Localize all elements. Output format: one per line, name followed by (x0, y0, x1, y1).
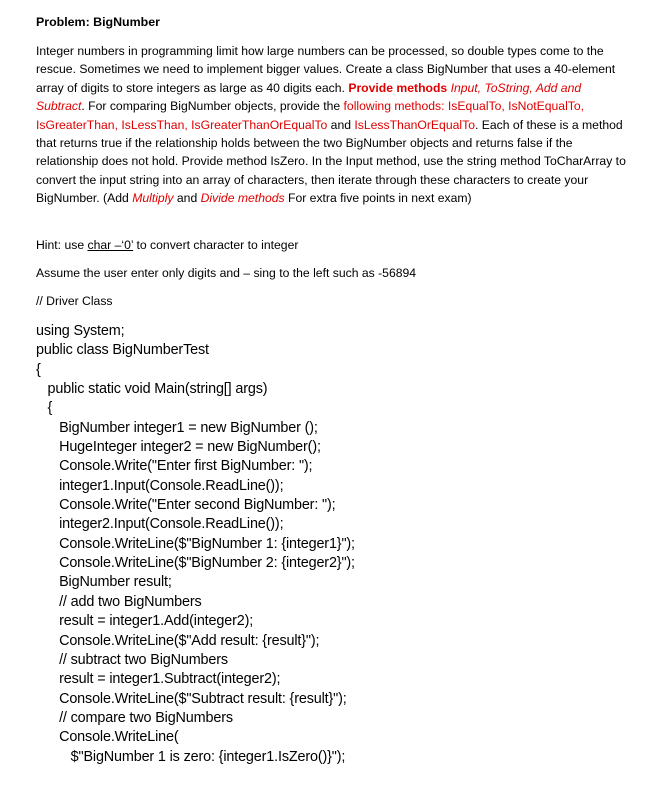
code-line: $"BigNumber 1 is zero: {integer1.IsZero()}"); (36, 748, 346, 765)
desc-last-compare-method: IsLessThanOrEqualTo (354, 117, 475, 132)
code-line: BigNumber result; (36, 574, 172, 591)
code-line: using System; (36, 323, 125, 339)
code-line: result = integer1.Add(integer2); (36, 613, 254, 630)
code-line: HugeInteger integer2 = new BigNumber(); (36, 439, 321, 456)
code-line: BigNumber integer1 = new BigNumber (); (36, 419, 318, 436)
desc-method-list: Input, ToString, Add and Subtract (36, 80, 582, 114)
code-line: // subtract two BigNumbers (36, 651, 228, 668)
desc-body: . Each of these is a method that returns true if the relationship holds between the two BigNumber objects and returns false if the relationship does not hold. Provide method IsZero. In the Input method, use the string method ToCharArray to convert the input string into an array of characters, then iterate through these characters to create your BigNumber. (Add (36, 117, 626, 206)
desc-and-2: and (173, 191, 201, 206)
code-line: Console.WriteLine($"BigNumber 1: {integer1}"); (36, 535, 355, 552)
code-line: // add two BigNumbers (36, 593, 202, 610)
hint-suffix: to convert character to integer (133, 238, 299, 252)
desc-extra: For extra five points in next exam) (284, 191, 472, 206)
hint-code: char –‘0’ (87, 238, 134, 252)
code-listing (36, 322, 355, 767)
code-line: integer2.Input(Console.ReadLine()); (36, 516, 284, 533)
code-line: public static void Main(string[] args) (36, 381, 268, 398)
desc-divide-methods: Divide methods (200, 191, 285, 206)
code-line: Console.WriteLine($"Add result: {result}"); (36, 632, 320, 649)
code-line: result = integer1.Subtract(integer2); (36, 671, 281, 688)
desc-and: and (327, 117, 355, 132)
code-line: Console.WriteLine($"Subtract result: {result}"); (36, 690, 347, 707)
code-line: integer1.Input(Console.ReadLine()); (36, 477, 284, 494)
hint-prefix: Hint: use (36, 238, 88, 252)
desc-compare-methods: : IsEqualTo, IsNotEqualTo, IsGreaterThan, IsLessThan, IsGreaterThanOrEqualTo (36, 99, 585, 132)
desc-multiply: Multiply (132, 191, 174, 206)
code-line: public class BigNumberTest (36, 342, 209, 359)
code-line: { (36, 400, 53, 417)
problem-description (36, 42, 632, 208)
problem-title: Problem: BigNumber (36, 15, 160, 29)
desc-compare-intro: . For comparing BigNumber objects, provide the (81, 99, 344, 114)
code-line: Console.WriteLine( (36, 729, 179, 746)
desc-following-methods: following methods (343, 99, 442, 114)
code-line: Console.WriteLine($"BigNumber 2: {integer2}"); (36, 555, 355, 572)
driver-comment: // Driver Class (36, 294, 113, 308)
code-line: { (36, 361, 41, 378)
code-line: Console.Write("Enter first BigNumber: "); (36, 458, 313, 475)
desc-intro: Integer numbers in programming limit how large numbers can be processed, so double types come to the rescue. Sometimes we need to implement bigger values. Create a class BigNumber that uses a 40-element array of digits to store integers as large as 40 digits each. (36, 44, 616, 95)
hint-line (36, 238, 298, 252)
desc-provide-methods: Provide methods (348, 80, 451, 95)
code-line: Console.Write("Enter second BigNumber: "); (36, 497, 336, 514)
code-line: // compare two BigNumbers (36, 709, 233, 726)
assumption-line: Assume the user enter only digits and – sing to the left such as -56894 (36, 266, 417, 280)
